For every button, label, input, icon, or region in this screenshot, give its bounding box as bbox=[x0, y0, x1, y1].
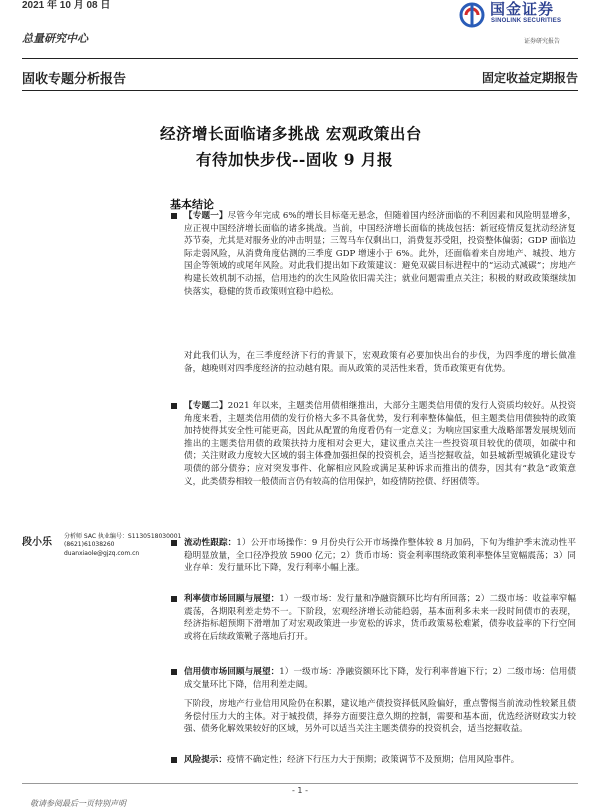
department-label: 总量研究中心 bbox=[22, 32, 88, 45]
section-heading: 基本结论 bbox=[170, 198, 214, 211]
bullet-icon bbox=[171, 403, 177, 409]
author-cert: 分析师 SAC 执业编号：S1130518030001 bbox=[64, 533, 182, 540]
bullet-icon bbox=[171, 669, 177, 675]
paragraph-lead: 【专题二】 bbox=[184, 401, 228, 411]
author-phone: (8621)61038260 bbox=[64, 541, 115, 548]
report-title-line1: 经济增长面临诸多挑战 宏观政策出台 bbox=[160, 124, 422, 143]
header-divider bbox=[22, 58, 578, 59]
report-title-line2: 有待加快步伐--固收 9 月报 bbox=[196, 150, 393, 169]
author-email[interactable]: duanxiaole@gjzq.com.cn bbox=[64, 550, 140, 557]
logo-text-en: SINOLINK SECURITIES bbox=[491, 18, 562, 24]
paragraph-topic-two bbox=[184, 400, 576, 488]
paragraph-text: 2021 年以来，主题类信用债相继推出，大部分主题类信用债的发行人资质均较好。从投资角度来看，主题类信用债的发行价格大多不具备优势，发行利率整体偏低，但主题类信用债独特的政策加持使得其安全性可能更高，因此从配置的角度看仍有一定意义；为响应国家重大战略部署发展规划而推出的主题类信用债的政策扶持力度相对会更大，建议重点关注一些投资项目较优的债项，如碳中和债；关注财政力度较大区域的弱主体叠加强担保的投资机会，适当挖掘收益，如县城新型城镇化建设专项债的部分债券；应对突发事件、化解相应风险或满足某种诉求而推出的债券，因其有“救急”政策意义，此类债券相较一般债而言仍有较高的信用保护，如疫情防控债、纾困债等。 bbox=[184, 401, 576, 487]
disclaimer-note: 敬请参阅最后一页特别声明 bbox=[30, 799, 126, 808]
paragraph-text: 下阶段，房地产行业信用风险仍在积累，建议地产债投资择低风险偏好，重点警惕当前流动性较紧且债务偿付压力大的主体。对于城投债，择券方面要注意久期的控制，需要和基本面，优选经济财政实力较强、债务化解效果较好的区域，另外可以适当关注主题类债券的投资机会，适当挖掘收益。 bbox=[184, 699, 576, 735]
logo-mark-icon bbox=[458, 2, 486, 28]
bullet-icon bbox=[171, 213, 177, 219]
bullet-icon bbox=[171, 596, 177, 602]
paragraph-lead: 利率债市场回顾与展望： bbox=[184, 594, 280, 604]
logo-text-cn: 国金证券 bbox=[490, 0, 555, 18]
paragraph-credit-bonds bbox=[184, 666, 576, 691]
sinolink-logo bbox=[458, 0, 588, 32]
report-category: 固定收益定期报告 bbox=[481, 71, 578, 85]
paragraph-text: 1）公开市场操作：9 月份央行公开市场操作整体较 8 月加码，下旬为维护季末流动性平稳明显放量，全口径净投放 5900 亿元；2）货币市场：资金利率围绕政策利率整体呈宽幅震荡；3）同业存单：发行量环比下降，发行利率小幅上涨。 bbox=[184, 538, 576, 574]
author-name: 段小乐 bbox=[22, 537, 52, 548]
paragraph-text: 对此我们认为，在三季度经济下行的背景下，宏观政策有必要加快出台的步伐，为四季度的增长做准备，越晚则对四季度经济的拉动越有限。而从政策的灵活性来看，货币政策更有优势。 bbox=[184, 351, 576, 374]
paragraph-text: 1）一级市场：净融资额环比下降，发行利率普遍下行；2）二级市场：信用债成交量环比下降，信用利差走阔。 bbox=[184, 667, 576, 690]
author-credentials bbox=[64, 533, 194, 549]
report-date: 2021 年 10 月 08 日 bbox=[22, 0, 111, 11]
footer-divider bbox=[22, 783, 578, 784]
paragraph-topic-one-cont bbox=[184, 350, 576, 375]
paragraph-lead: 【专题一】 bbox=[184, 211, 228, 221]
paragraph-topic-one bbox=[184, 210, 576, 298]
title-divider bbox=[22, 90, 578, 91]
paragraph-lead: 信用债市场回顾与展望： bbox=[184, 667, 280, 677]
paragraph-risk bbox=[184, 754, 576, 767]
page-number: - 1 - bbox=[292, 786, 308, 795]
paragraph-lead: 风险提示： bbox=[184, 755, 227, 765]
bullet-icon bbox=[171, 757, 177, 763]
paragraph-text: 1）一级市场：发行量和净融资额环比均有所回落；2）二级市场：收益率窄幅震荡，各期限利差走势不一。下阶段，宏观经济增长动能趋弱，基本面利多未来一段时间债市的表现，经济指标超预期下滑增加了对宏观政策进一步宽松的诉求，货币政策易松难紧，债券收益率的下行空间或将在后续政策靴子落地后打开。 bbox=[184, 594, 576, 642]
paragraph-lead: 流动性跟踪： bbox=[184, 538, 237, 548]
paragraph-rate-bonds bbox=[184, 593, 576, 643]
paragraph-liquidity bbox=[184, 537, 576, 575]
paragraph-text: 疫情不确定性；经济下行压力大于预期；政策调节不及预期；信用风险事件。 bbox=[226, 755, 520, 765]
paragraph-text: 尽管今年完成 6%的增长目标毫无悬念，但随着国内经济面临的不利因素和风险明显增多，应正视中国经济增长面临的诸多挑战。当前，中国经济增长面临的挑战包括：新冠疫情反复扰动经济复苏节奏，尤其是对服务业的冲击明显；三驾马车仅剩出口，消费复苏受阻，投资整体偏弱；GDP 面临边际走弱风险，从消费角度估测的三季度 GDP 增速小于 6%。此外，还面临着来自房地产、城投、地方国企等领域的或尾年风险。对此我们提出如下政策建议：避免双碳目标进程中的“运动式减碳”；房地产构建长效机制不动摇，信用违约的次生风险依旧需关注；就业问题需重点关注；积极的财政政策继续加快落实，稳健的货币政策则宜稳中趋松。 bbox=[184, 211, 576, 297]
securities-report-label: 证券研究报告 bbox=[524, 38, 561, 45]
report-type: 固收专题分析报告 bbox=[22, 72, 127, 87]
paragraph-credit-outlook bbox=[184, 698, 576, 736]
